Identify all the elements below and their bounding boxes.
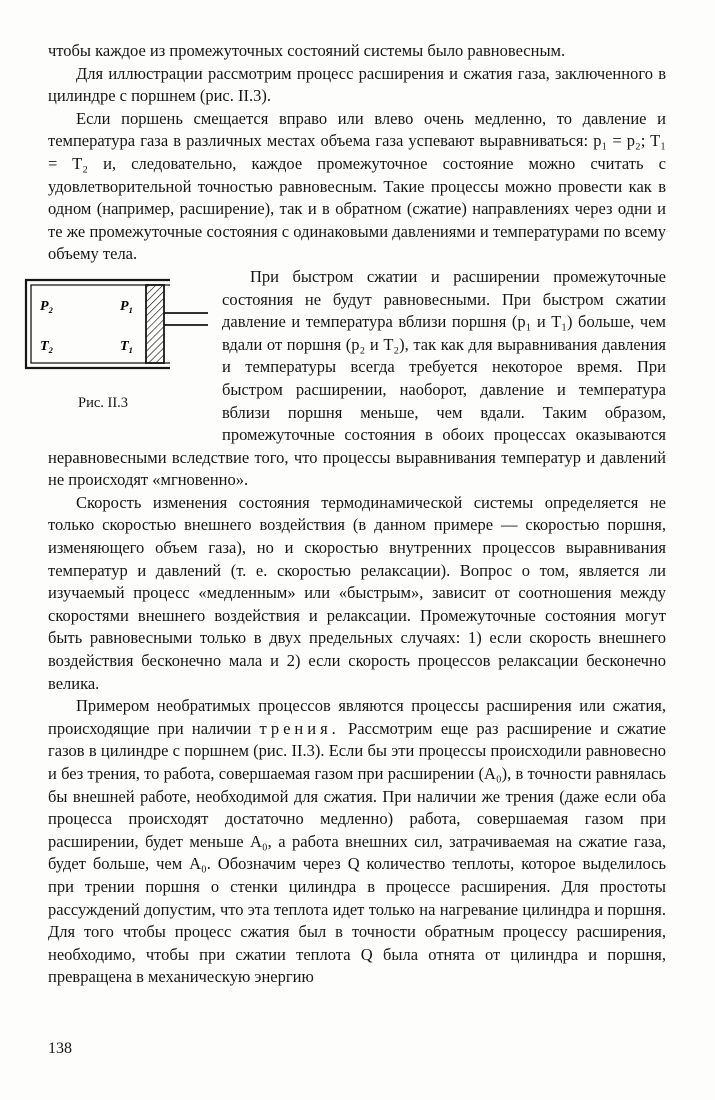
page-number: 138 <box>48 1040 72 1057</box>
piston <box>146 285 164 363</box>
paragraph-6-rest: Рассмотрим еще раз расширение и сжатие газов в цилиндре с поршнем (рис. II.3). Если бы эти процессы происходили равновесно и без трения, то работа, совершаемая газом при расширении (A₀), в точности равнялась бы внешней работе, необходимой для сжатия. При наличии же трения (даже если оба процесса происходят достаточно медленно) работа, совершаемая газом при расширении, будет меньше A₀, а работа внешних сил, затрачиваемая на сжатие газа, будет больше, чем A₀. Обозначим через Q количество теплоты, которое выделилось при трении поршня о стенки цилиндра в процессе расширения. Для простоты рассуждений допустим, что эта теплота идет только на нагревание цилиндра и поршня. Для того чтобы процесс сжатия был в точности обратным процессу расширения, необходимо, чтобы при сжатии теплота Q была отнята от цилиндра и поршня, превращена в механическую энергию <box>48 718 666 987</box>
paragraph-4 <box>40 266 666 492</box>
paragraph-4-text: При быстром сжатии и расширении промежуточные состояния не будут равновесными. При быстром сжатии давление и температура вблизи поршня (p₁ и T₁) больше, чем вдали от поршня (p₂ и T₂), так как для выравнивания давления и температуры всегда требуется некоторое время. При быстром расширении, наоборот, давление и температура вблизи поршня меньше, чем вдали. Таким образом, промежуточные состояния в обоих процессах оказываются неравновесными вследствие того, что процессы выравнивания температур и давлений не происходят «мгновенно». <box>48 266 666 490</box>
label-p2: P₂ <box>40 298 54 314</box>
label-p1: P₁ <box>120 298 134 314</box>
figure-cylinder-piston <box>20 272 210 422</box>
spaced-word-friction: трения. <box>259 718 340 738</box>
paragraph-6 <box>48 695 666 989</box>
paragraph-5: Скорость изменения состояния термодинамической системы определяется не только скоростью внешнего воздействия (в данном примере — скоростью поршня, изменяющего объем газа), но и скоростью внутренних процессов выравнивания температур и давлений (т. е. скоростью релаксации). Вопрос о том, является ли изучаемый процесс «медленным» или «быстрым», зависит от соотношения между скоростями внешнего воздействия и релаксации. Промежуточные состояния могут быть равновесными только в двух предельных случаях: 1) если скорость внешнего воздействия бесконечно мала и 2) если скорость процессов релаксации бесконечно велика. <box>48 492 666 693</box>
paragraph-1: чтобы каждое из промежуточных состояний системы было равновесным. <box>48 41 566 60</box>
body-text <box>40 40 666 989</box>
paragraph-3: Если поршень смещается вправо или влево очень медленно, то давление и температура газа в различных местах объема газа успевают выравниваться: p₁ = p₂; T₁ = T₂ и, следовательно, каждое промежуточное состояние можно считать с удовлетворительной точностью равновесным. Такие процессы можно провести как в одном (например, расширение), так и в обратном (сжатие) направлениях через одни и те же промежуточные состояния с одинаковыми давлениями и температурами по всему объему тела. <box>48 108 666 264</box>
figure-caption: Рис. II.3 <box>78 394 129 411</box>
label-t1: T₁ <box>120 338 134 354</box>
paragraph-6-start: Примером необратимых процессов являются процессы расширения или сжатия, происходящие при наличии <box>48 696 666 738</box>
label-t2: T₂ <box>40 338 54 354</box>
paragraph-2: Для иллюстрации рассмотрим процесс расширения и сжатия газа, заключенного в цилиндре с поршнем (рис. II.3). <box>48 63 666 106</box>
